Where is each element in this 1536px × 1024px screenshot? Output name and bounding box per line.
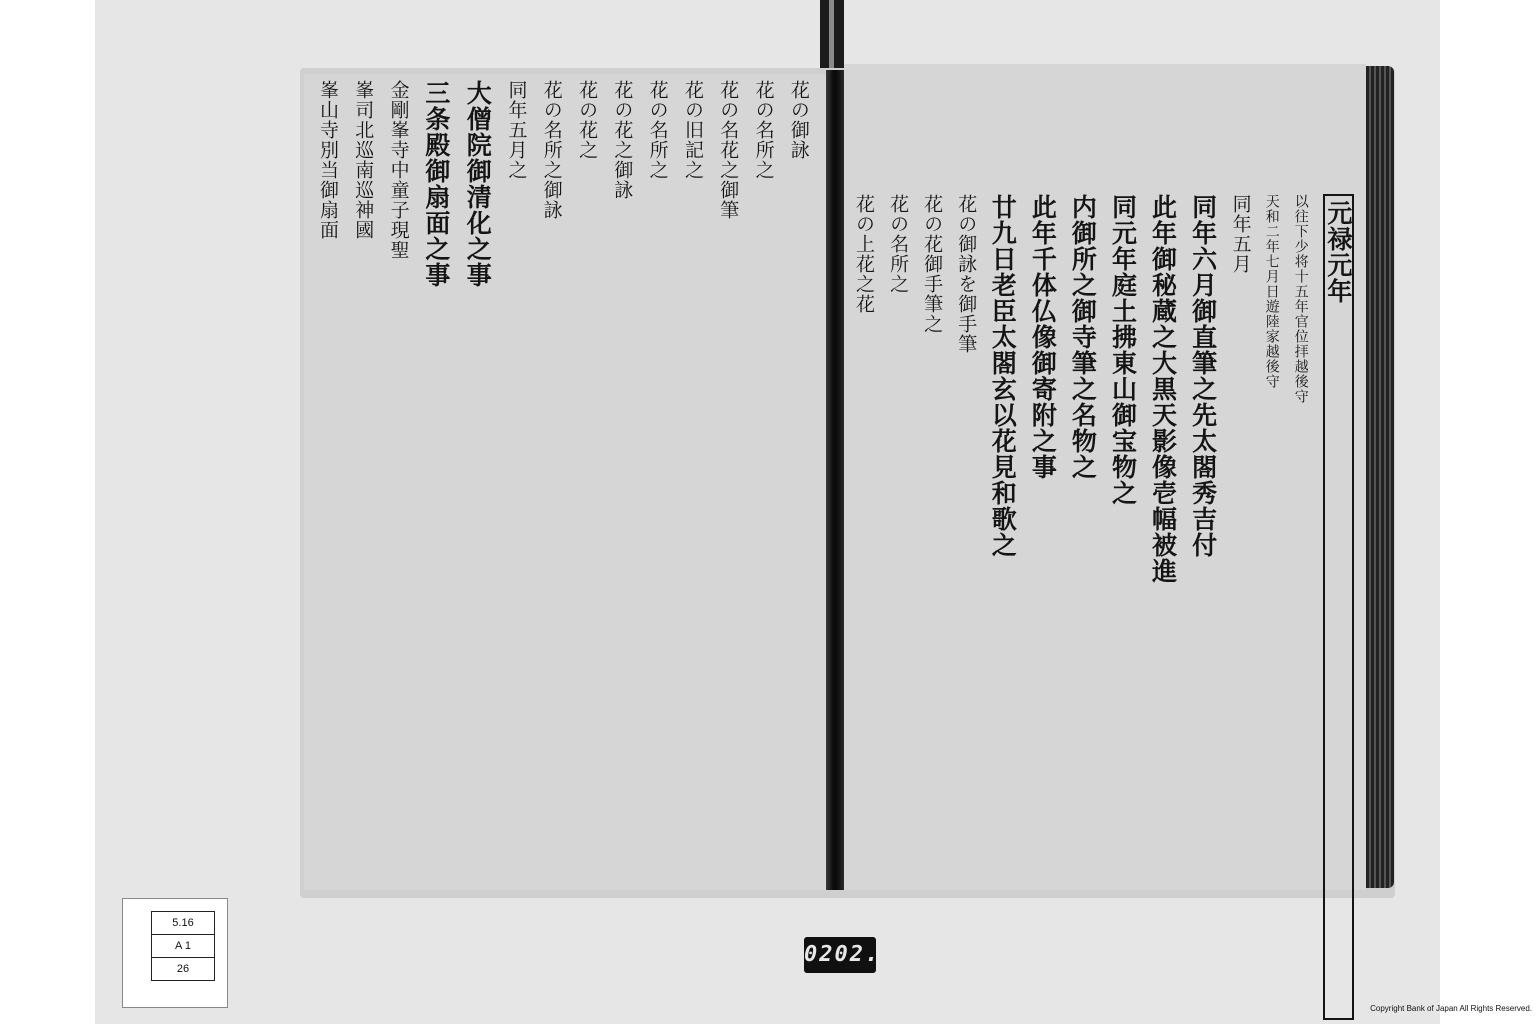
left-page-column: 峯司北巡南巡神國 bbox=[352, 80, 375, 240]
left-page-column: 花の旧記之 bbox=[681, 80, 704, 180]
right-page-column: 此年御秘蔵之大黒天影像壱幅被進 bbox=[1148, 194, 1178, 584]
left-page-column: 花の名所之 bbox=[752, 80, 775, 180]
right-page-column: 同元年庭土拂東山御宝物之 bbox=[1108, 194, 1138, 506]
left-page-column: 三条殿御扇面之事 bbox=[421, 80, 451, 288]
right-page-column: 花の上花之花 bbox=[853, 194, 875, 314]
left-margin bbox=[0, 0, 95, 1024]
label-row-1: 5.16 bbox=[152, 912, 215, 935]
right-page bbox=[844, 64, 1366, 890]
book-gutter bbox=[826, 70, 844, 890]
catalog-label-table bbox=[151, 911, 215, 981]
left-page-column: 花の花之御詠 bbox=[611, 80, 634, 200]
copyright-notice: Copyright Bank of Japan All Rights Reserved. bbox=[1370, 1004, 1532, 1013]
right-page-column: 廿九日老臣太閤玄以花見和歌之 bbox=[988, 194, 1018, 558]
right-page-column: 天和二年七月日遊陸家越後守 bbox=[1263, 194, 1280, 389]
label-row-2: A 1 bbox=[152, 935, 215, 958]
right-page-column: 花の花御手筆之 bbox=[921, 194, 944, 334]
right-page-column: 花の名所之 bbox=[887, 194, 910, 294]
left-page-column: 花の名所之 bbox=[646, 80, 669, 180]
left-page-column: 花の御詠 bbox=[787, 80, 810, 160]
left-page-column: 峯山寺別当御扇面 bbox=[317, 80, 339, 240]
right-page-column: 此年千体仏像御寄附之事 bbox=[1028, 194, 1058, 480]
right-page-column: 内御所之御寺筆之名物之 bbox=[1068, 194, 1098, 480]
right-page-column: 同年五月 bbox=[1229, 194, 1252, 274]
right-page-column: 以往下少将十五年官位拝越後守 bbox=[1292, 194, 1309, 404]
right-page-columns bbox=[854, 64, 1354, 1020]
left-page-column: 大僧院御清化之事 bbox=[463, 80, 493, 288]
frame-number: 0202. bbox=[804, 937, 876, 973]
left-page-columns bbox=[318, 74, 808, 896]
left-page-column: 金剛峯寺中童子現聖 bbox=[387, 80, 410, 260]
catalog-label bbox=[122, 898, 228, 1008]
page-edge-stack bbox=[1366, 66, 1394, 888]
left-page-column: 花の花之 bbox=[576, 80, 599, 160]
right-page-column: 同年六月御直筆之先太閤秀吉付 bbox=[1188, 194, 1218, 558]
right-margin bbox=[1440, 0, 1536, 1024]
left-page-column: 同年五月之 bbox=[505, 80, 528, 180]
left-page-column: 花の名花之御筆 bbox=[717, 80, 740, 220]
left-page-column: 花の名所之御詠 bbox=[540, 80, 563, 220]
right-page-column: 花の御詠を御手筆 bbox=[955, 194, 978, 354]
label-row-3: 26 bbox=[152, 958, 215, 981]
left-page bbox=[304, 74, 826, 890]
right-page-column: 元禄元年 bbox=[1323, 194, 1354, 1020]
